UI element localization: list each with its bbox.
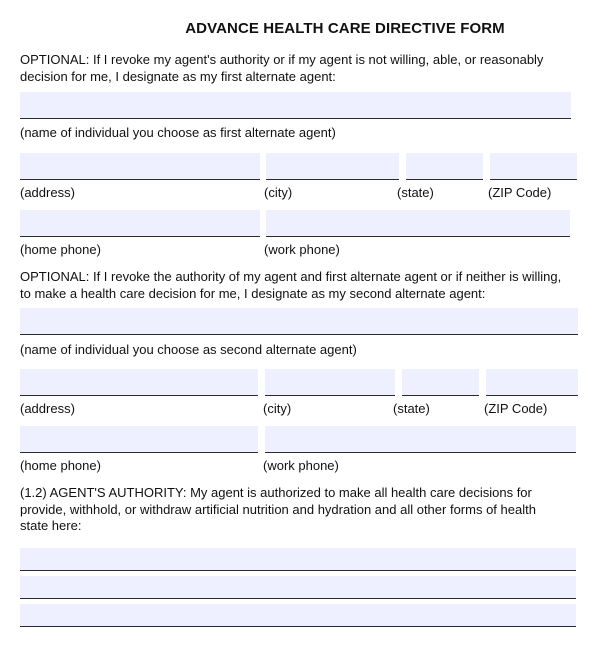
- second-alternate-intro-line2: to make a health care decision for me, I designate as my second alternate agent:: [20, 285, 486, 301]
- authority-limitations-line-2[interactable]: [20, 576, 576, 599]
- form-title: ADVANCE HEALTH CARE DIRECTIVE FORM: [185, 20, 505, 37]
- first-alternate-address-field[interactable]: [20, 153, 260, 180]
- second-alternate-work-phone-field[interactable]: [265, 426, 576, 453]
- first-alternate-name-label: (name of individual you choose as first alternate agent): [20, 125, 336, 140]
- first-alternate-state-label: (state): [397, 185, 434, 200]
- first-alternate-address-label: (address): [20, 185, 75, 200]
- first-alternate-work-phone-label: (work phone): [264, 242, 340, 257]
- second-alternate-work-phone-label: (work phone): [263, 458, 339, 473]
- first-alternate-home-phone-field[interactable]: [20, 210, 260, 237]
- authority-limitations-line-3[interactable]: [20, 604, 576, 627]
- first-alternate-zip-field[interactable]: [490, 153, 577, 180]
- authority-limitations-line-1[interactable]: [20, 548, 576, 571]
- first-alternate-city-label: (city): [264, 185, 293, 200]
- first-alternate-zip-label: (ZIP Code): [488, 185, 552, 200]
- second-alternate-city-field[interactable]: [265, 369, 395, 396]
- first-alternate-city-field[interactable]: [266, 153, 399, 180]
- second-alternate-zip-label: (ZIP Code): [484, 401, 548, 416]
- second-alternate-address-field[interactable]: [20, 369, 258, 396]
- second-alternate-intro-line1: OPTIONAL: If I revoke the authority of my agent and first alternate agent or if neither is willing,: [20, 269, 562, 284]
- second-alternate-home-phone-label: (home phone): [20, 458, 101, 473]
- agent-authority-text: [20, 485, 580, 535]
- first-alternate-state-field[interactable]: [406, 153, 483, 180]
- first-alternate-intro-line2: decision for me, I designate as my first alternate agent:: [20, 68, 336, 84]
- second-alternate-home-phone-field[interactable]: [20, 426, 258, 453]
- second-alternate-state-label: (state): [393, 401, 430, 416]
- first-alternate-name-field[interactable]: [20, 92, 571, 119]
- agent-authority-line1: (1.2) AGENT'S AUTHORITY: My agent is authorized to make all health care decisions for: [20, 485, 532, 500]
- first-alternate-work-phone-field[interactable]: [266, 210, 570, 237]
- second-alternate-address-label: (address): [20, 401, 75, 416]
- second-alternate-name-label: (name of individual you choose as second alternate agent): [20, 342, 357, 357]
- second-alternate-intro: [20, 269, 580, 302]
- second-alternate-name-field[interactable]: [20, 308, 578, 335]
- second-alternate-zip-field[interactable]: [486, 369, 578, 396]
- first-alternate-home-phone-label: (home phone): [20, 242, 101, 257]
- first-alternate-intro: [20, 52, 580, 85]
- agent-authority-line2: provide, withhold, or withdraw artificial nutrition and hydration and all other forms of health: [20, 501, 536, 517]
- second-alternate-city-label: (city): [263, 401, 292, 416]
- second-alternate-state-field[interactable]: [402, 369, 479, 396]
- agent-authority-line3: state here:: [20, 518, 82, 533]
- first-alternate-intro-line1: OPTIONAL: If I revoke my agent's authority or if my agent is not willing, able, or reasonably: [20, 52, 544, 67]
